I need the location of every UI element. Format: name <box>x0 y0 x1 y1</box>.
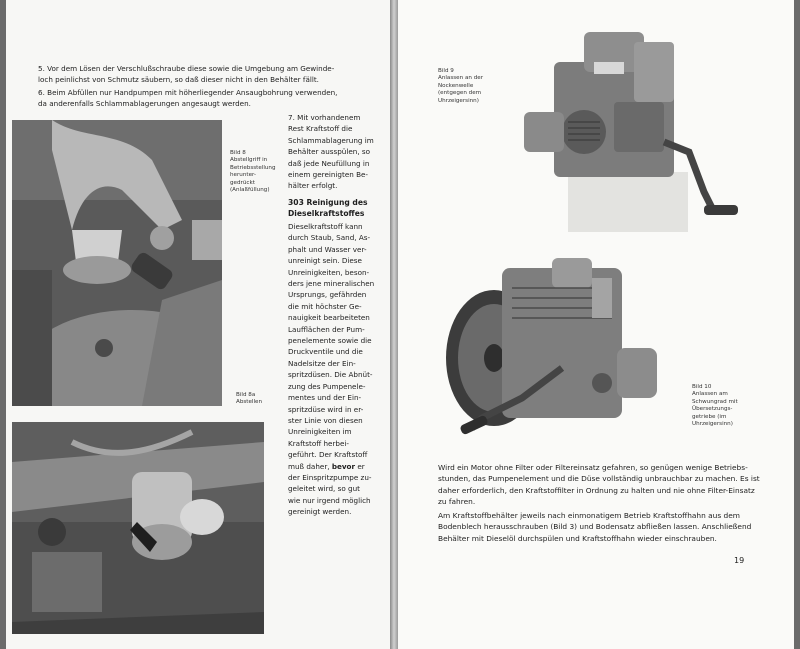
photo-bild-8a <box>12 422 264 634</box>
caption-line: (entgegen dem <box>438 90 482 97</box>
column-line: Unreinigkeiten im <box>288 427 352 437</box>
column-line: Druckventile und die <box>288 347 363 357</box>
caption-line: Abstellgriff in <box>230 157 268 164</box>
body-line: stunden, das Pumpenelement und die Düse vollständig unbrauchbar zu machen. Es ist <box>438 474 760 484</box>
column-line: mentes und der Ein- <box>288 393 362 403</box>
para7-line: Behälter ausspülen, so <box>288 147 371 157</box>
caption-bild-9 <box>438 68 483 105</box>
caption-bild-8a <box>236 392 262 407</box>
column-line: durch Staub, Sand, As- <box>288 233 371 243</box>
body-line: zu fahren. <box>438 497 476 507</box>
column-line: penelemente sowie die <box>288 336 372 346</box>
caption-line: Anlassen am <box>692 391 728 398</box>
column-line: spritzdüsen. Die Abnüt- <box>288 370 373 380</box>
column-line: ders jene mineralischen <box>288 279 375 289</box>
column-line: der Einspritzpumpe zu- <box>288 472 372 482</box>
caption-line: Schwungrad mit <box>692 398 738 405</box>
body-line: Bodenblech herausschrauben (Bild 3) und Bodensatz abfließen lassen. Anschließend <box>438 522 752 532</box>
body-paragraph-1 <box>438 462 760 508</box>
para7-line: einem gereinigten Be- <box>288 170 369 180</box>
caption-line: getriebe (im <box>692 413 727 420</box>
column-line: die mit höchster Ge- <box>288 301 362 311</box>
body-line: Behälter mit Dieselöl durchspülen und Kraftstoffhahn wieder einschrauben. <box>438 533 717 543</box>
column-line: nauigkeit bearbeiteten <box>288 313 370 323</box>
column-line: Ursprungs, gefährden <box>288 290 367 300</box>
column-line: phalt und Wasser ver- <box>288 244 367 254</box>
caption-line: gedrückt <box>230 179 255 186</box>
column-line: zung des Pumpenele- <box>288 381 366 391</box>
column-line: ster Linie von diesen <box>288 415 363 425</box>
section-body <box>288 221 374 518</box>
column-line: wie nur irgend möglich <box>288 495 371 505</box>
paragraph-5 <box>38 63 378 111</box>
caption-line: herunter- <box>230 172 256 179</box>
caption-line: Uhrzeigersinn) <box>438 97 479 104</box>
caption-line: Übersetzungs- <box>692 406 733 413</box>
body-line: daher erforderlich, den Kraftstoffilter in Ordnung zu halten und nie ohne Filter-Einsatz <box>438 485 755 495</box>
caption-line: Betriebsstellung <box>230 164 276 171</box>
column-line: gereinigt werden. <box>288 507 352 517</box>
photo-bild-9 <box>514 22 744 232</box>
column-line: geleitet wird, so gut <box>288 484 360 494</box>
right-page <box>398 0 794 649</box>
caption-line: Bild 9 <box>438 68 454 74</box>
caption-bild-8 <box>230 150 276 194</box>
column-line: muß daher, bevor er <box>288 461 365 471</box>
para6-line: 6. Beim Abfüllen nur Handpumpen mit höherliegender Ansaugbohrung verwenden, <box>38 88 338 97</box>
para7-line: hälter erfolgt. <box>288 181 338 191</box>
column-line: Dieselkraftstoff kann <box>288 222 363 231</box>
photo-bild-10 <box>442 248 662 446</box>
column-line: Unreinigkeiten, beson- <box>288 267 370 277</box>
paragraph-7 <box>288 112 374 192</box>
caption-line: Nockenwelle <box>438 82 474 89</box>
column-line: Kraftstoff herbei- <box>288 438 349 448</box>
caption-bild-10 <box>692 384 738 428</box>
column-line: Nadelsitze der Ein- <box>288 358 356 368</box>
body-line: Wird ein Motor ohne Filter oder Filtereinsatz gefahren, so genügen wenige Betriebs- <box>438 463 748 472</box>
caption-line: Bild 8 <box>230 150 246 156</box>
caption-line: Anlassen an der <box>438 75 483 82</box>
caption-line: Bild 8a <box>236 392 256 398</box>
para7-line: daß jede Neufüllung in <box>288 158 370 168</box>
column-line: spritzdüse wird in er- <box>288 404 364 414</box>
para6-line: da anderenfalls Schlammablagerungen angesaugt werden. <box>38 99 251 108</box>
body-paragraph-2 <box>438 510 751 544</box>
caption-line: Abstellen <box>236 399 263 406</box>
heading-line: 303 Reinigung des <box>288 198 368 207</box>
caption-line: (Anlaßfüllung) <box>230 187 270 194</box>
column-line: geführt. Der Kraftstoff <box>288 450 368 460</box>
section-heading <box>288 197 368 220</box>
body-line: Am Kraftstoffbehälter jeweils nach einmonatigem Betrieb Kraftstoffhahn aus dem <box>438 511 740 520</box>
left-page <box>6 0 390 649</box>
page-number: 19 <box>734 556 745 565</box>
caption-line: Bild 10 <box>692 384 712 390</box>
photo-bild-8 <box>12 120 222 406</box>
caption-line: Uhrzeigersinn) <box>692 421 733 428</box>
heading-line: Dieselkraftstoffes <box>288 209 365 219</box>
para5-line: 5. Vor dem Lösen der Verschlußschraube diese sowie die Umgebung am Gewinde- <box>38 64 335 73</box>
book-gutter <box>390 0 398 649</box>
para7-line: Schlammablagerung im <box>288 135 374 145</box>
column-line: Laufflächen der Pum- <box>288 324 365 334</box>
column-line: unreinigt sein. Diese <box>288 256 362 266</box>
para7-line: Rest Kraftstoff die <box>288 124 353 134</box>
para7-line: 7. Mit vorhandenem <box>288 113 361 122</box>
para5-line: loch peinlichst von Schmutz säubern, so daß dieser nicht in den Behälter fällt. <box>38 75 319 84</box>
